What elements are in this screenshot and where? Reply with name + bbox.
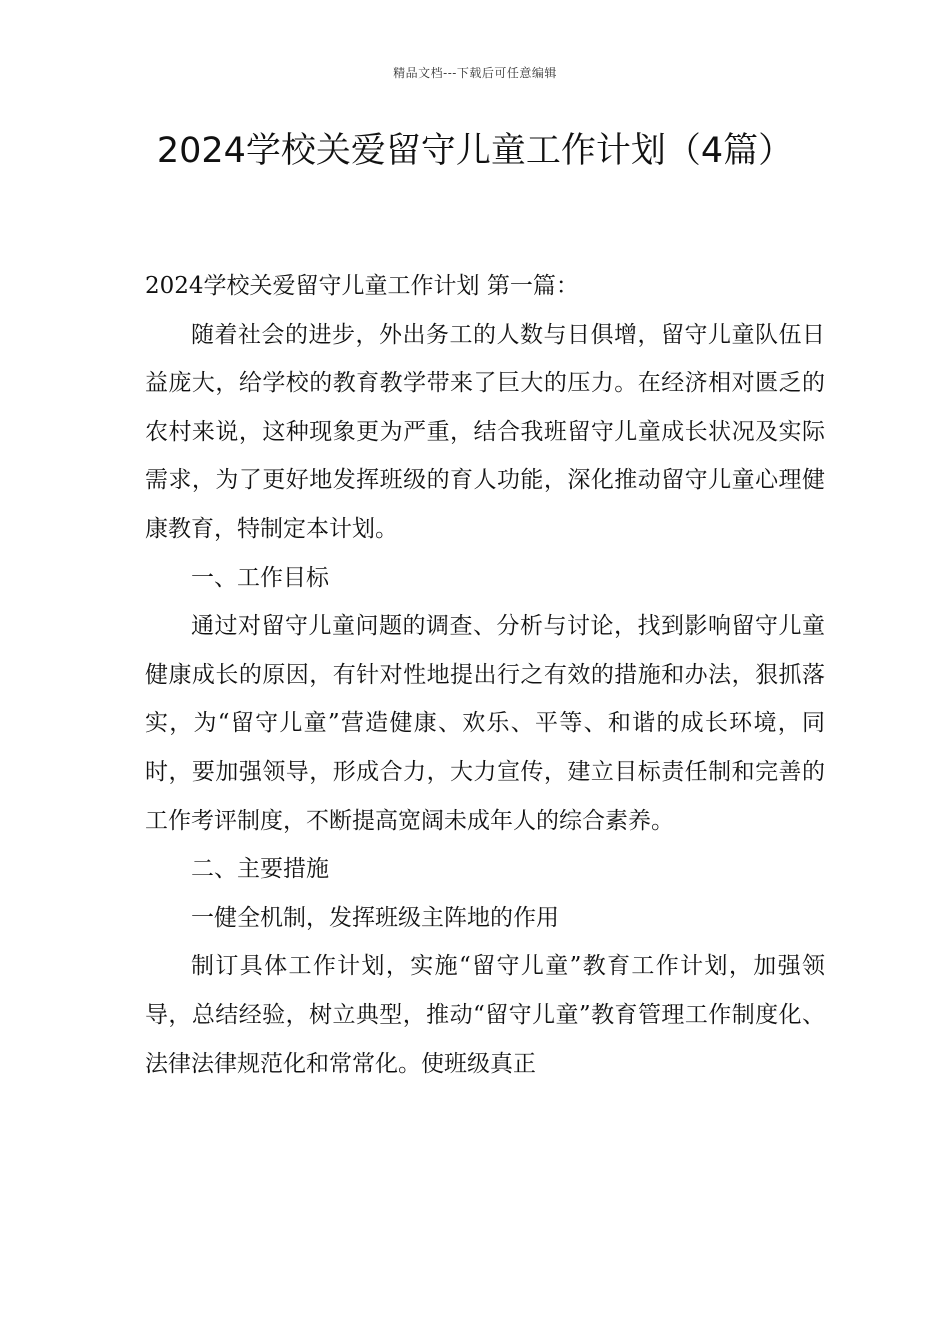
heading-mechanism: 一健全机制，发挥班级主阵地的作用 [191, 904, 559, 931]
section-heading-part-one: 2024学校关爱留守儿童工作计划 第一篇： [145, 273, 579, 299]
paragraph-intro: 随着社会的进步，外出务工的人数与日俱增，留守儿童队伍日益庞大，给学校的教育教学带来了巨大的压力。在经济相对匮乏的农村来说，这种现象更为严重，结合我班留守儿童成长状况及实际需求，为了更好地发挥班级的育人功能，深化推动留守儿童心理健康教育，特制定本计划。 [145, 321, 825, 542]
document-body [145, 262, 825, 1088]
document-title: 2024学校关爱留守儿童工作计划（4篇） [156, 131, 794, 171]
heading-work-goals: 一、工作目标 [191, 564, 329, 591]
paragraph-mechanism: 制订具体工作计划，实施“留守儿童”教育工作计划，加强领导，总结经验，树立典型，推动“留守儿童”教育管理工作制度化、法律法律规范化和常常化。使班级真正 [145, 953, 825, 1077]
heading-main-measures: 二、主要措施 [191, 856, 329, 883]
header-note: 精品文档---下载后可任意编辑 [393, 66, 557, 80]
paragraph-work-goals: 通过对留守儿童问题的调查、分析与讨论，找到影响留守儿童健康成长的原因，有针对性地提出行之有效的措施和办法，狠抓落实，为“留守儿童”营造健康、欢乐、平等、和谐的成长环境，同时，要加强领导，形成合力，大力宣传，建立目标责任制和完善的工作考评制度，不断提高宽阔未成年人的综合素养。 [145, 613, 825, 834]
